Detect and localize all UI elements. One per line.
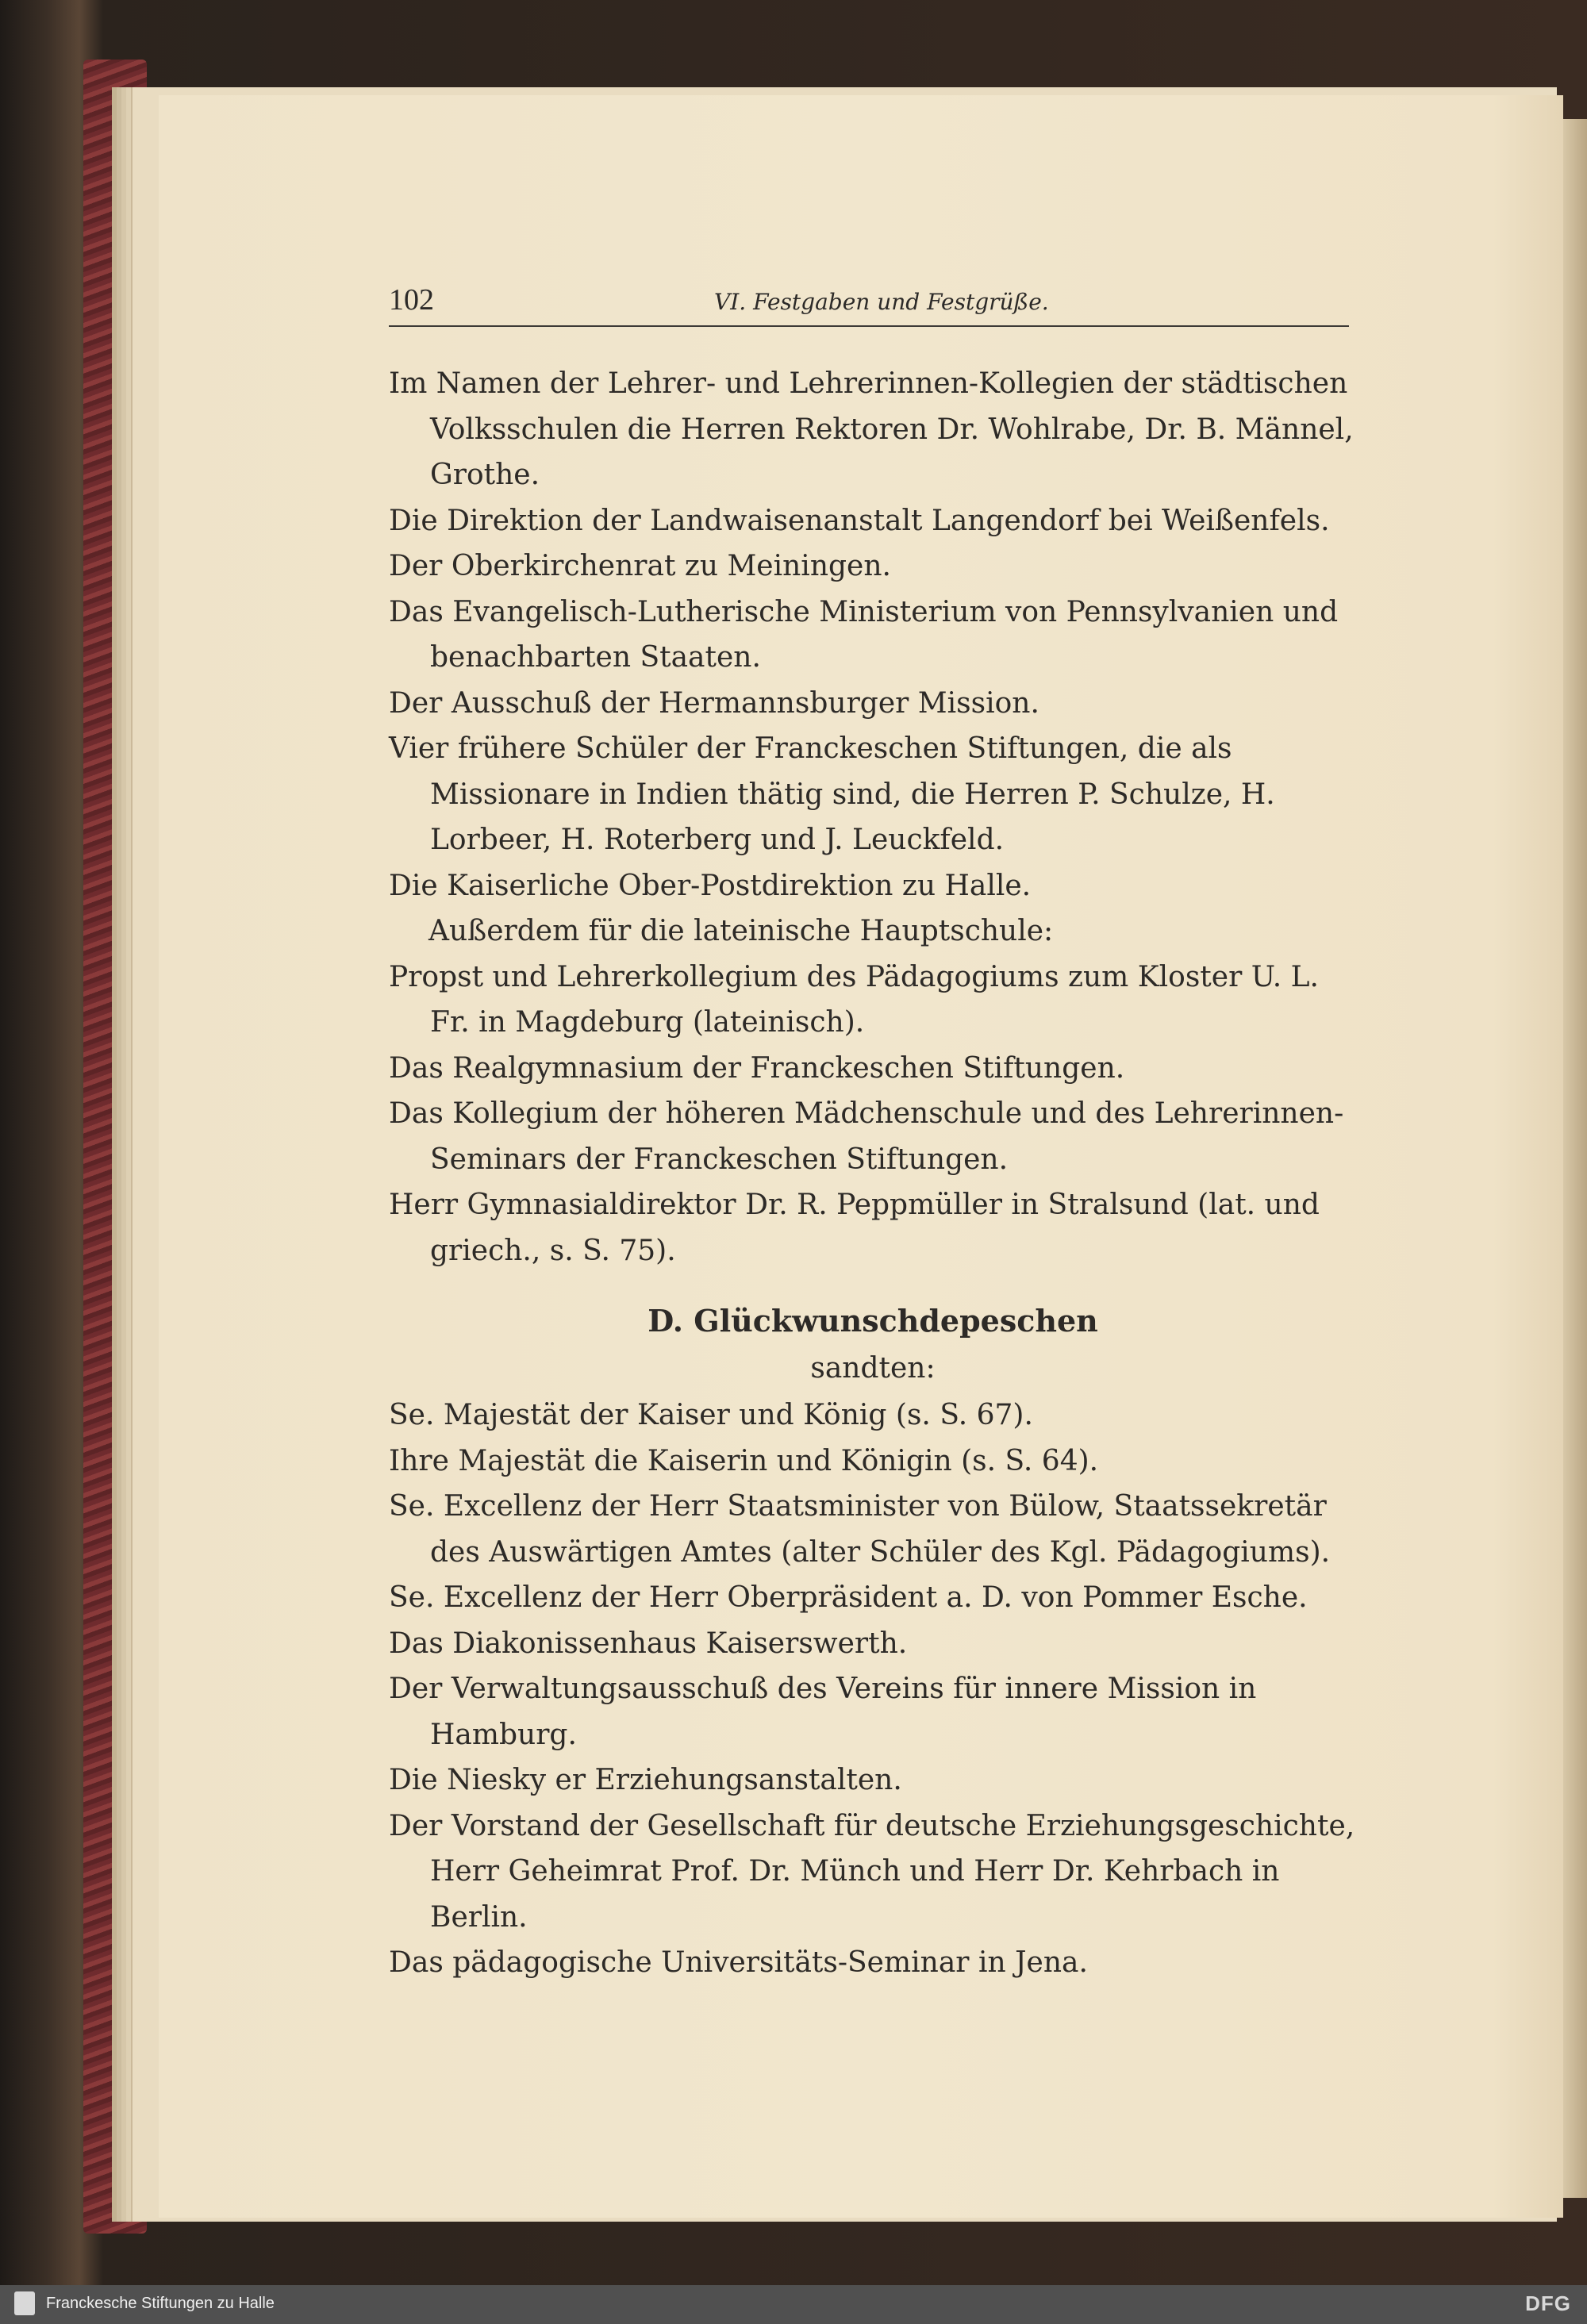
section-subheading: sandten:	[810, 1352, 936, 1385]
list-item: Die Niesky er Erziehungsanstalten.	[389, 1764, 902, 1796]
dfg-logo[interactable]: DFG	[1525, 2291, 1571, 2315]
list-item: Der Ausschuß der Hermannsburger Mission.	[389, 686, 1039, 720]
list-item: Der Verwaltungsausschuß des Vereins für innere Mission in Hamburg.	[389, 1673, 1257, 1751]
list-item: Die Kaiserliche Ober-Postdirektion zu Halle.	[389, 869, 1032, 902]
list-item: Im Namen der Lehrer- und Lehrerinnen-Kollegien der städtischen Volksschulen die Herren Rektoren Dr. Wohlrabe, Dr. B. Männel, Grothe.	[389, 367, 1354, 491]
page-number: 102	[389, 283, 434, 317]
running-title: VI. Festgaben und Festgrüße.	[714, 289, 1049, 315]
list-item: Das Evangelisch-Lutherische Ministerium von Pennsylvanien und benachbarten Staaten.	[389, 595, 1339, 674]
list-item: Das Realgymnasium der Franckeschen Stiftungen.	[389, 1051, 1125, 1085]
list-item: Propst und Lehrerkollegium des Pädagogiums zum Kloster U. L. Fr. in Magdeburg (lateinisch).	[389, 960, 1320, 1039]
list-item: Der Vorstand der Gesellschaft für deutsche Erziehungsgeschichte, Herr Geheimrat Prof. Dr. Münch und Herr Dr. Kehrbach in Berlin.	[389, 1809, 1355, 1934]
viewer-footer	[0, 2285, 1587, 2324]
list-item: Se. Excellenz der Herr Oberpräsident a. D. von Pommer Esche.	[389, 1581, 1308, 1614]
list-item: Die Direktion der Landwaisenanstalt Langendorf bei Weißenfels.	[389, 504, 1330, 537]
list-item: Herr Gymnasialdirektor Dr. R. Peppmüller in Stralsund (lat. und griech., s. S. 75).	[389, 1189, 1320, 1267]
list-item: Das pädagogische Universitäts-Seminar in Jena.	[389, 1946, 1088, 1979]
list-item: Das Kollegium der höheren Mädchenschule und des Lehrerinnen-Seminars der Franckeschen Stiftungen.	[389, 1097, 1344, 1176]
list-item: Se. Majestät der Kaiser und König (s. S. 67).	[389, 1399, 1033, 1431]
page-text	[389, 361, 1357, 1986]
page-header	[389, 278, 1349, 327]
section-heading: D. Glückwunschdepeschen	[647, 1303, 1098, 1339]
list-item: Ihre Majestät die Kaiserin und Königin (s. S. 64).	[389, 1444, 1099, 1477]
list-item: Der Oberkirchenrat zu Meiningen.	[389, 550, 891, 582]
list-item: Se. Excellenz der Herr Staatsminister von Bülow, Staatssekretär des Auswärtigen Amtes (alter Schüler des Kgl. Pädagogiums).	[389, 1490, 1331, 1569]
list-item: Vier frühere Schüler der Franckeschen Stiftungen, die als Missionare in Indien thätig sind, die Herren P. Schulze, H. Lorbeer, H. Roterberg und J. Leuckfeld.	[389, 732, 1275, 856]
institution-logo-icon	[14, 2291, 35, 2315]
latin-intro: Außerdem für die lateinische Hauptschule:	[428, 915, 1054, 947]
page-edge	[1563, 119, 1587, 2198]
list-item: Das Diakonissenhaus Kaiserswerth.	[389, 1627, 908, 1660]
institution-name[interactable]: Franckesche Stiftungen zu Halle	[46, 2295, 275, 2312]
